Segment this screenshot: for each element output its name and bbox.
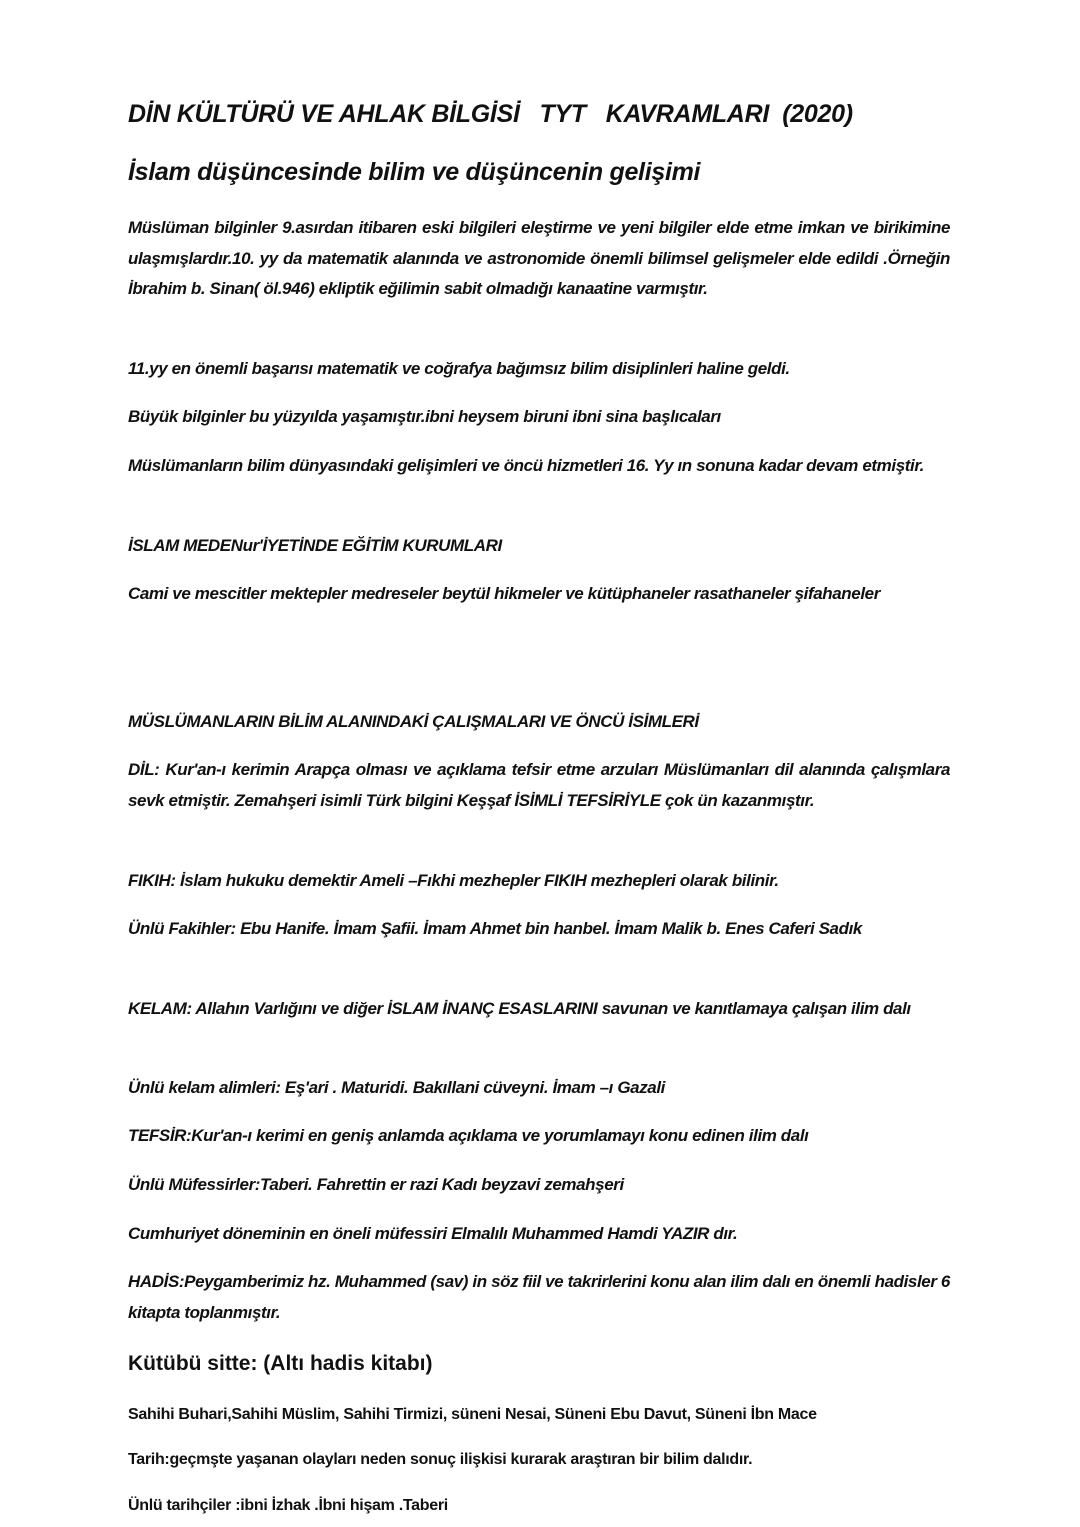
- paragraph: 11.yy en önemli başarısı matematik ve coğrafya bağımsız bilim disiplinleri haline geldi.: [128, 359, 790, 378]
- paragraph: DİL: Kur'an-ı kerimin Arapça olması ve açıklama tefsir etme arzuları Müslümanları dil alanında çalışmlara sevk etmiştir. Zemahşeri isimli Türk bilgini Keşşaf İSİMLİ TEFSİRİYLE çok ün kazanmıştır.: [128, 760, 950, 810]
- paragraph: Cami ve mescitler mektepler medreseler beytül hikmeler ve kütüphaneler rasathaneler şifahaneler: [128, 584, 880, 603]
- history-definition-line: Tarih:geçmşte yaşanan olayları neden sonuç ilişkisi kurarak araştıran bir bilim dalıdır.: [128, 1451, 753, 1468]
- document-title: DİN KÜLTÜRÜ VE AHLAK BİLGİSİ TYT KAVRAMLARI (2020): [128, 100, 853, 128]
- hadith-books-line: Sahihi Buhari,Sahihi Müslim, Sahihi Tirmizi, süneni Nesai, Süneni Ebu Davut, Süneni İbn Mace: [128, 1406, 817, 1423]
- kutubu-sitte-heading: Kütübü sitte: (Altı hadis kitabı): [128, 1352, 433, 1375]
- paragraph: FIKIH: İslam hukuku demektir Ameli –Fıkhi mezhepler FIKIH mezhepleri olarak bilinir.: [128, 871, 779, 890]
- paragraph: Ünlü Fakihler: Ebu Hanife. İmam Şafii. İmam Ahmet bin hanbel. İmam Malik b. Enes Caferi Sadık: [128, 919, 862, 938]
- paragraph: Ünlü kelam alimleri: Eş'ari . Maturidi. Bakıllani cüveyni. İmam –ı Gazali: [128, 1078, 665, 1097]
- section-subtitle: İslam düşüncesinde bilim ve düşüncenin gelişimi: [128, 158, 701, 186]
- paragraph: HADİS:Peygamberimiz hz. Muhammed (sav) in söz fiil ve takrirlerini konu alan ilim dalı en önemli hadisler 6 kitapta toplanmıştır.: [128, 1272, 950, 1322]
- paragraph: Ünlü Müfessirler:Taberi. Fahrettin er razi Kadı beyzavi zemahşeri: [128, 1175, 624, 1194]
- paragraph: Müslüman bilginler 9.asırdan itibaren eski bilgileri eleştirme ve yeni bilgiler elde etme imkan ve birikimine ulaşmışlardır.10. yy da matematik alanında ve astronomide önemli bilimsel gelişmeler elde edildi .Örneğin İbrahim b. Sinan( öl.946) ekliptik eğilimin sabit olmadığı kanaatine varmıştır.: [128, 218, 950, 298]
- section-heading: MÜSLÜMANLARIN BİLİM ALANINDAKİ ÇALIŞMALARI VE ÖNCÜ İSİMLERİ: [128, 712, 699, 731]
- paragraph: Büyük bilginler bu yüzyılda yaşamıştır.ibni heysem biruni ibni sina başlıcaları: [128, 407, 721, 426]
- paragraph: Cumhuriyet döneminin en öneli müfessiri Elmalılı Muhammed Hamdi YAZIR dır.: [128, 1224, 738, 1243]
- historians-line: Ünlü tarihçiler :ibni İzhak .İbni hişam .Taberi: [128, 1497, 448, 1514]
- paragraph: Müslümanların bilim dünyasındaki gelişimleri ve öncü hizmetleri 16. Yy ın sonuna kadar devam etmiştir.: [128, 456, 924, 475]
- paragraph: TEFSİR:Kur'an-ı kerimi en geniş anlamda açıklama ve yorumlamayı konu edinen ilim dalı: [128, 1126, 809, 1145]
- paragraph: KELAM: Allahın Varlığını ve diğer İSLAM İNANÇ ESASLARINI savunan ve kanıtlamaya çalışan ilim dalı: [128, 999, 911, 1018]
- section-heading: İSLAM MEDENur'İYETİNDE EĞİTİM KURUMLARI: [128, 536, 502, 555]
